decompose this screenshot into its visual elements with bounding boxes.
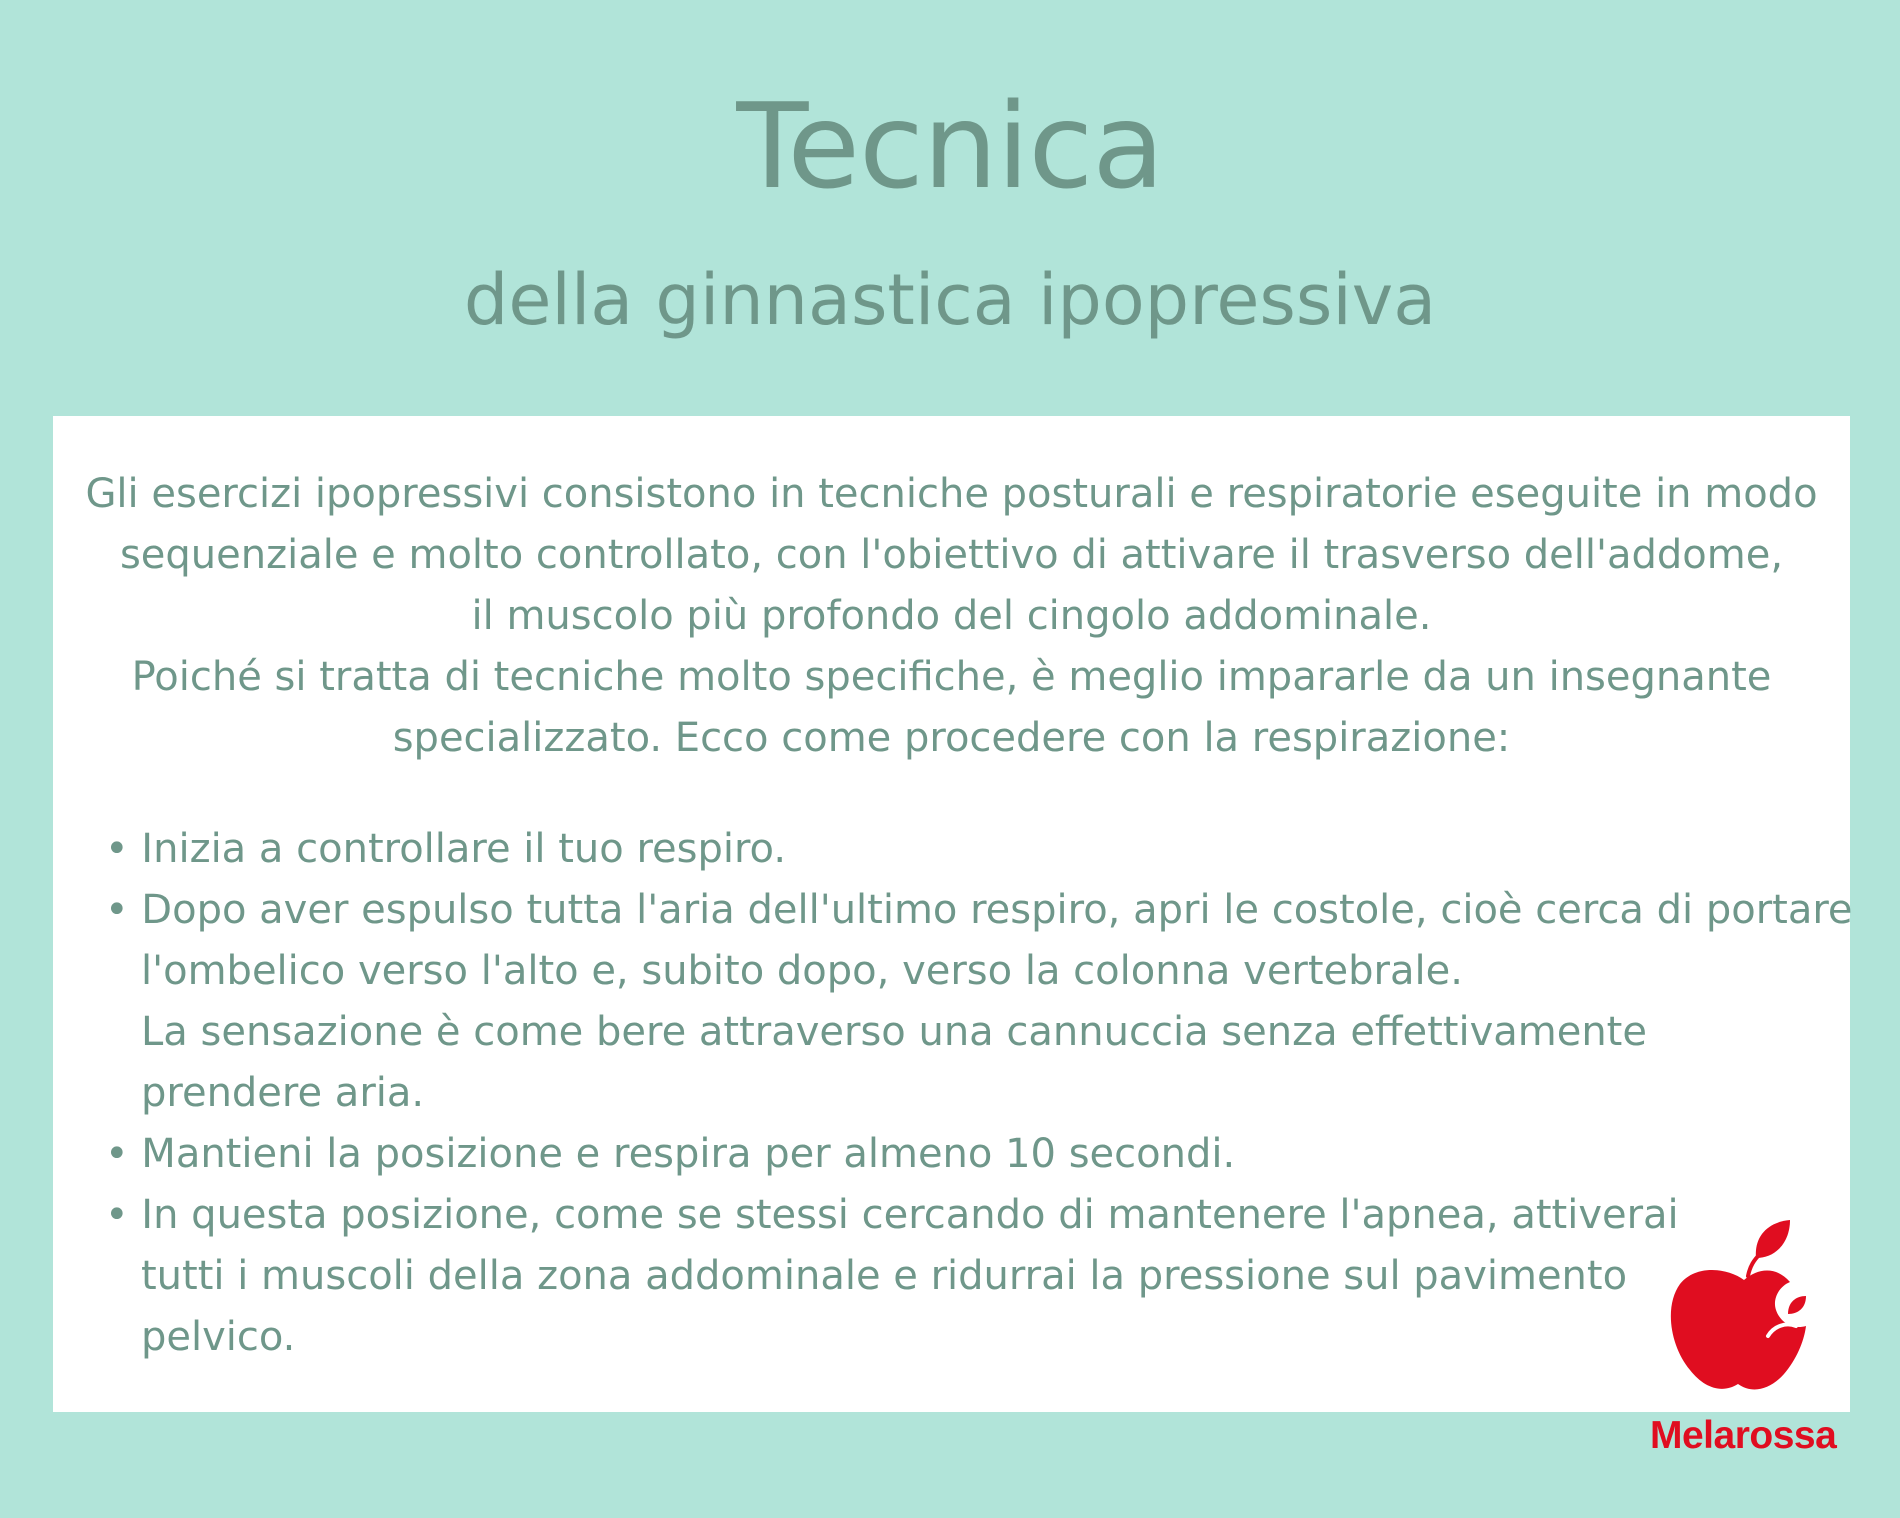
steps-list <box>105 819 1853 1368</box>
melarossa-logo <box>1650 1218 1850 1470</box>
step-line: • Dopo aver espulso tutta l'aria dell'ultimo respiro, apri le costole, cioè cerca di portare <box>105 887 1853 933</box>
step-line: • Inizia a controllare il tuo respiro. <box>105 826 787 872</box>
content-card <box>53 416 1853 1412</box>
intro-line: specializzato. Ecco come procedere con la respirazione: <box>392 715 1511 761</box>
apple-logo-icon <box>1664 1218 1814 1398</box>
intro-paragraph <box>53 464 1850 769</box>
step-line: • In questa posizione, come se stessi cercando di mantenere l'apnea, attiverai <box>105 1192 1679 1238</box>
step-line: pelvico. <box>141 1314 296 1360</box>
step-line: tutti i muscoli della zona addominale e ridurrai la pressione sul pavimento <box>141 1253 1628 1299</box>
step-line: La sensazione è come bere attraverso una cannuccia senza effettivamente <box>141 1009 1647 1055</box>
step-item <box>105 1185 1853 1368</box>
logo-text: Melarossa <box>1650 1414 1837 1457</box>
step-item <box>105 1124 1853 1185</box>
step-item <box>105 880 1853 1124</box>
page-subtitle: della ginnastica ipopressiva <box>463 259 1437 341</box>
intro-line: il muscolo più profondo del cingolo addominale. <box>471 593 1432 639</box>
intro-line: Poiché si tratta di tecniche molto specifiche, è meglio impararle da un insegnante <box>131 654 1772 700</box>
intro-line: Gli esercizi ipopressivi consistono in tecniche posturali e respiratorie eseguite in modo <box>85 471 1818 517</box>
intro-line: sequenziale e molto controllato, con l'obiettivo di attivare il trasverso dell'addome, <box>119 532 1784 578</box>
step-item <box>105 819 1853 880</box>
step-line: • Mantieni la posizione e respira per almeno 10 secondi. <box>105 1131 1236 1177</box>
page-title: Tecnica <box>736 77 1164 215</box>
step-line: l'ombelico verso l'alto e, subito dopo, verso la colonna vertebrale. <box>141 948 1463 994</box>
step-line: prendere aria. <box>141 1070 425 1116</box>
